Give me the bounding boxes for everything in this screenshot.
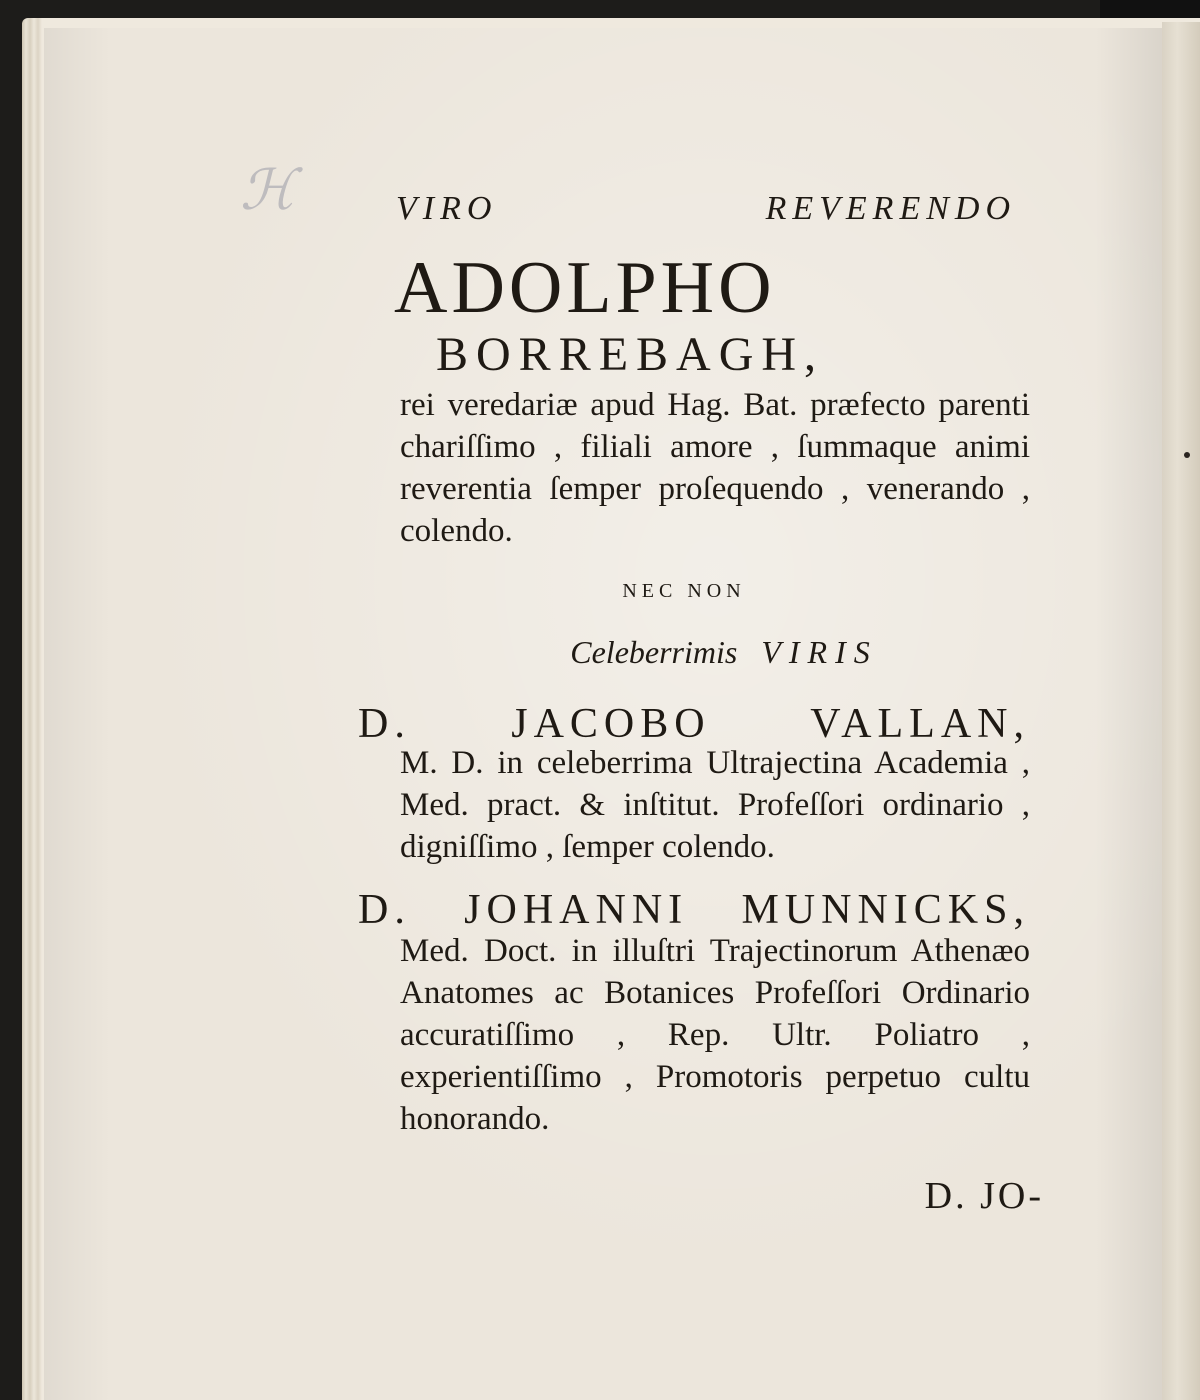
margin-dot [1184, 452, 1190, 458]
catchword: D. JO- [924, 1175, 1044, 1217]
book-page [44, 28, 1162, 1400]
nec-non-heading: NEC NON [622, 580, 746, 602]
person-jacobo-vallan: D. JACOBO VALLAN, [358, 701, 1030, 747]
adjacent-page-edge [1162, 22, 1200, 1400]
person-johanni-munnicks: D. JOHANNI MUNNICKS, [358, 887, 1030, 933]
dedicatee-first-name: ADOLPHO [394, 247, 776, 329]
dedication-paragraph-2: M. D. in celeberrima Ultrajectina Academia , Med. pract. & inſtitut. Profeſſori ordinario , digniſſimo , ſemper colendo. [400, 745, 1030, 865]
celeberrimis-text: Celeberrimis [570, 634, 738, 670]
dedication-paragraph-3: Med. Doct. in illuſtri Trajectinorum Athenæo Anatomes ac Botanices Profeſſori Ordinario accuratiſſimo , Rep. Ultr. Poliatro , experientiſſimo , Promotoris perpetuo cultu honorando. [400, 933, 1030, 1137]
heading-viro-reverendo: VIRO REVERENDO [396, 190, 1016, 227]
dedicatee-last-name: BORREBAGH, [436, 328, 825, 381]
bleed-through-mark: ℋ [240, 160, 300, 222]
celeberrimis-viris-heading [504, 634, 944, 671]
viris-text: VIRIS [761, 634, 878, 670]
dedication-paragraph-1: rei veredariæ apud Hag. Bat. præfecto parenti chariſſimo , filiali amore , ſummaque animi reverentia ſemper proſequendo , venerando , colendo. [400, 387, 1030, 549]
